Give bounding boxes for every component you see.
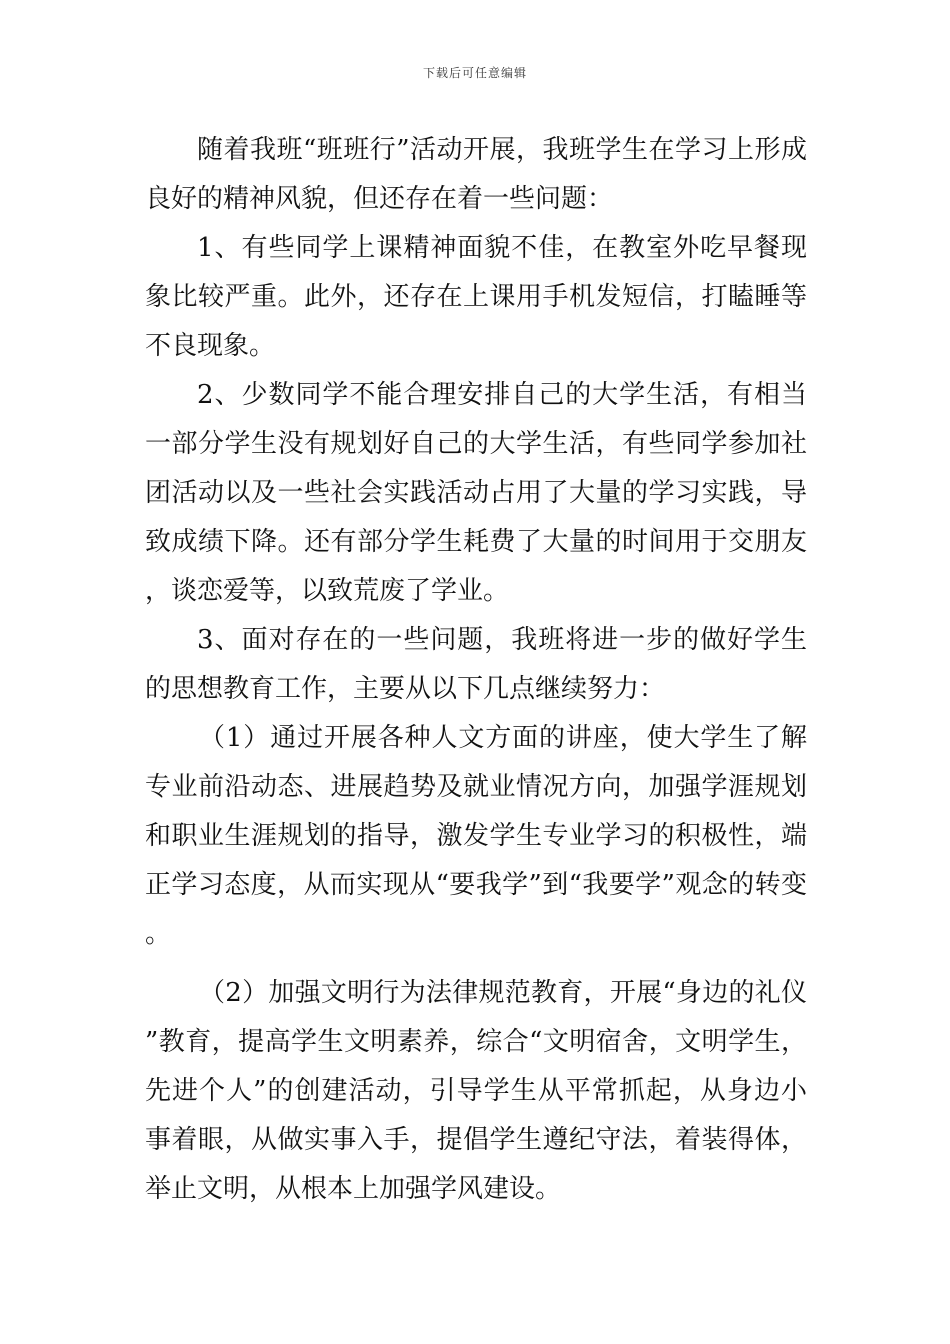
paragraph-item-2: 2、少数同学不能合理安排自己的大学生活，有相当一部分学生没有规划好自己的大学生活，有些同学参加社团活动以及一些社会实践活动占用了大量的学习实践，导致成绩下降。还有部分学生耗费了大量的时间用于交朋友，谈恋爱等，以致荒废了学业。 xyxy=(145,380,807,606)
page-header-note: 下载后可任意编辑 xyxy=(422,66,527,80)
paragraph-item-3: 3、面对存在的一些问题，我班将进一步的做好学生的思想教育工作，主要从以下几点继续努力： xyxy=(145,625,807,704)
paragraph-subitem-2: （2）加强文明行为法律规范教育，开展“身边的礼仪”教育，提高学生文明素养，综合“文明宿舍，文明学生，先进个人”的创建活动，引导学生从平常抓起，从身边小事着眼，从做实事入手，提倡学生遵纪守法，着装得体，举止文明，从根本上加强学风建设。 xyxy=(145,978,807,1204)
document-body xyxy=(145,126,807,1214)
paragraph-item-1: 1、有些同学上课精神面貌不佳，在教室外吃早餐现象比较严重。此外，还存在上课用手机发短信，打瞌睡等不良现象。 xyxy=(145,233,807,361)
paragraph-subitem-1: （1）通过开展各种人文方面的讲座，使大学生了解专业前沿动态、进展趋势及就业情况方向，加强学涯规划和职业生涯规划的指导，激发学生专业学习的积极性，端正学习态度，从而实现从“要我学”到“我要学”观念的转变。 xyxy=(145,723,807,949)
paragraph-intro: 随着我班“班班行”活动开展，我班学生在学习上形成良好的精神风貌，但还存在着一些问题： xyxy=(145,135,807,214)
